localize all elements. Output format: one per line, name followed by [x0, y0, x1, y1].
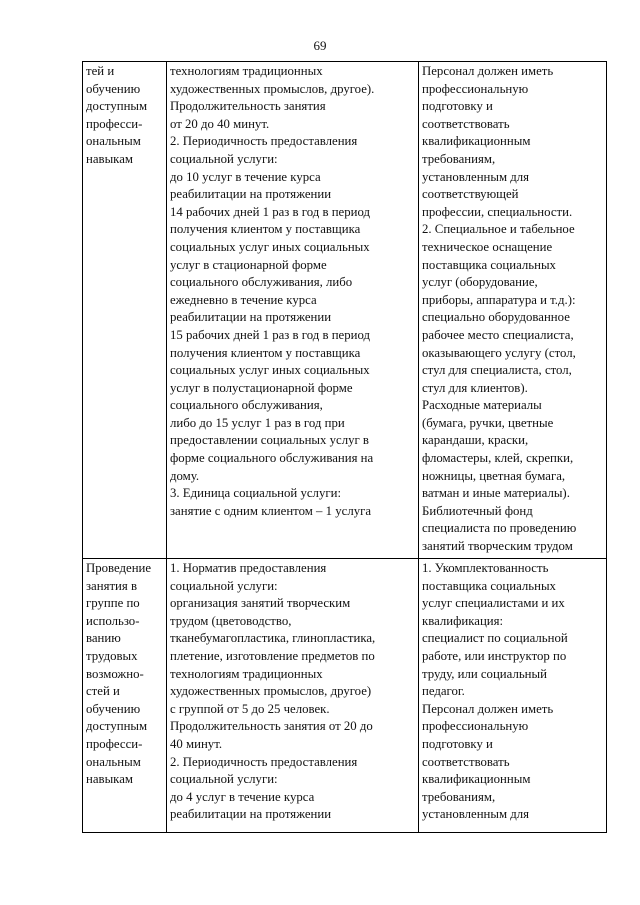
service-standard-cell: [167, 559, 419, 833]
text-line: трудовых: [86, 648, 138, 663]
text-line: доступным: [86, 719, 148, 734]
text-line: дому.: [170, 468, 200, 483]
text-line: плетение, изготовление предметов по: [170, 648, 375, 663]
text-line: профессии, специальности.: [422, 204, 573, 219]
text-line: оказывающего услугу (стол,: [422, 345, 576, 360]
text-line: трудом (цветоводство,: [170, 613, 292, 628]
text-line: Расходные материалы: [422, 398, 542, 413]
text-line: получения клиентом у поставщика: [170, 345, 361, 360]
text-line: социальной услуги:: [170, 772, 278, 787]
text-line: реабилитации на протяжении: [170, 187, 332, 202]
text-line: подготовку и: [422, 99, 493, 114]
text-line: ежедневно в течение курса: [170, 292, 317, 307]
text-line: 2. Специальное и табельное: [422, 222, 575, 237]
text-line: услуг в полустационарной форме: [170, 380, 353, 395]
table-row: [83, 62, 607, 559]
text-line: до 10 услуг в течение курса: [170, 169, 321, 184]
text-line: с группой от 5 до 25 человек.: [170, 701, 330, 716]
text-line: (бумага, ручки, цветные: [422, 415, 554, 430]
text-line: поставщика социальных: [422, 578, 556, 593]
text-line: социальных услуг иных социальных: [170, 239, 370, 254]
text-line: услуг (оборудование,: [422, 275, 538, 290]
services-table: [82, 61, 607, 833]
text-line: специалист по социальной: [422, 631, 568, 646]
text-line: 1. Норматив предоставления: [170, 561, 327, 575]
text-line: Продолжительность занятия: [170, 99, 326, 114]
service-conditions-cell: [419, 559, 607, 833]
text-line: реабилитации на протяжении: [170, 310, 332, 325]
text-line: 3. Единица социальной услуги:: [170, 486, 341, 501]
text-line: установленным для: [422, 169, 530, 184]
text-line: социальной услуги:: [170, 578, 278, 593]
text-line: 1. Укомплектованность: [422, 561, 549, 575]
text-line: профессиональную: [422, 81, 529, 96]
text-line: ватман и иные материалы).: [422, 486, 570, 501]
text-line: обучению: [86, 81, 141, 96]
text-line: установленным для: [422, 807, 530, 822]
text-line: стул для клиентов).: [422, 380, 528, 395]
text-line: 40 минут.: [170, 736, 223, 751]
text-line: доступным: [86, 99, 148, 114]
text-line: карандаши, краски,: [422, 433, 529, 448]
text-line: организация занятий творческим: [170, 596, 351, 611]
text-line: Персонал должен иметь: [422, 64, 554, 78]
text-line: Библиотечный фонд: [422, 503, 533, 518]
text-line: квалификационным: [422, 772, 531, 787]
text-line: специально оборудованное: [422, 310, 570, 325]
text-line: соответствовать: [422, 116, 510, 131]
text-line: ванию: [86, 631, 121, 646]
text-line: социальных услуг иных социальных: [170, 363, 370, 378]
text-line: услуг специалистами и их: [422, 596, 565, 611]
text-line: навыкам: [86, 772, 133, 787]
text-line: соответствовать: [422, 754, 510, 769]
text-line: социального обслуживания, либо: [170, 275, 353, 290]
text-line: группе по: [86, 596, 140, 611]
text-line: рабочее место специалиста,: [422, 327, 574, 342]
text-line: стей и: [86, 684, 120, 699]
text-line: требованиям,: [422, 151, 496, 166]
service-name-cell: [83, 62, 167, 559]
text-line: стул для специалиста, стол,: [422, 363, 572, 378]
text-line: педагог.: [422, 684, 465, 699]
text-line: получения клиентом у поставщика: [170, 222, 361, 237]
text-line: Продолжительность занятия от 20 до: [170, 719, 373, 734]
page-number: 69: [313, 38, 327, 53]
text-line: занятие с одним клиентом – 1 услуга: [170, 503, 372, 518]
text-line: технологиям традиционных: [170, 64, 323, 78]
text-line: квалификация:: [422, 613, 504, 628]
text-line: художественных промыслов, другое): [170, 684, 372, 699]
text-line: от 20 до 40 минут.: [170, 116, 270, 131]
text-line: 14 рабочих дней 1 раз в год в период: [170, 204, 371, 219]
text-line: специалиста по проведению: [422, 521, 577, 536]
service-standard-cell: [167, 62, 419, 559]
text-line: реабилитации на протяжении: [170, 807, 332, 822]
text-line: возможно-: [86, 666, 144, 681]
text-line: Проведение: [86, 561, 152, 575]
text-line: занятий творческим трудом: [422, 539, 573, 554]
text-line: предоставлении социальных услуг в: [170, 433, 369, 448]
text-line: требованиям,: [422, 789, 496, 804]
text-line: 15 рабочих дней 1 раз в год в период: [170, 327, 371, 342]
text-line: художественных промыслов, другое).: [170, 81, 375, 96]
text-line: обучению: [86, 701, 141, 716]
service-name-cell: [83, 559, 167, 833]
text-line: ональным: [86, 754, 141, 769]
table-row: [83, 559, 607, 833]
text-line: тканебумагопластика, глинопластика,: [170, 631, 376, 646]
text-line: подготовку и: [422, 736, 493, 751]
text-line: 2. Периодичность предоставления: [170, 754, 358, 769]
text-line: использо-: [86, 613, 140, 628]
text-line: услуг в стационарной форме: [170, 257, 327, 272]
text-line: тей и: [86, 64, 115, 78]
text-line: поставщика социальных: [422, 257, 556, 272]
text-line: занятия в: [86, 578, 138, 593]
text-line: приборы, аппаратура и т.д.):: [422, 292, 576, 307]
text-line: социальной услуги:: [170, 151, 278, 166]
service-conditions-cell: [419, 62, 607, 559]
text-line: Персонал должен иметь: [422, 701, 554, 716]
text-line: професси-: [86, 736, 143, 751]
text-line: квалификационным: [422, 134, 531, 149]
text-line: соответствующей: [422, 187, 519, 202]
text-line: социального обслуживания,: [170, 398, 323, 413]
text-line: до 4 услуг в течение курса: [170, 789, 315, 804]
text-line: либо до 15 услуг 1 раз в год при: [170, 415, 345, 430]
text-line: професси-: [86, 116, 143, 131]
text-line: труду, или социальный: [422, 666, 547, 681]
text-line: профессиональную: [422, 719, 529, 734]
text-line: навыкам: [86, 151, 133, 166]
text-line: техническое оснащение: [422, 239, 553, 254]
text-line: технологиям традиционных: [170, 666, 323, 681]
text-line: работе, или инструктор по: [422, 648, 567, 663]
text-line: ональным: [86, 134, 141, 149]
text-line: форме социального обслуживания на: [170, 451, 374, 466]
text-line: 2. Периодичность предоставления: [170, 134, 358, 149]
text-line: ножницы, цветная бумага,: [422, 468, 566, 483]
text-line: фломастеры, клей, скрепки,: [422, 451, 574, 466]
